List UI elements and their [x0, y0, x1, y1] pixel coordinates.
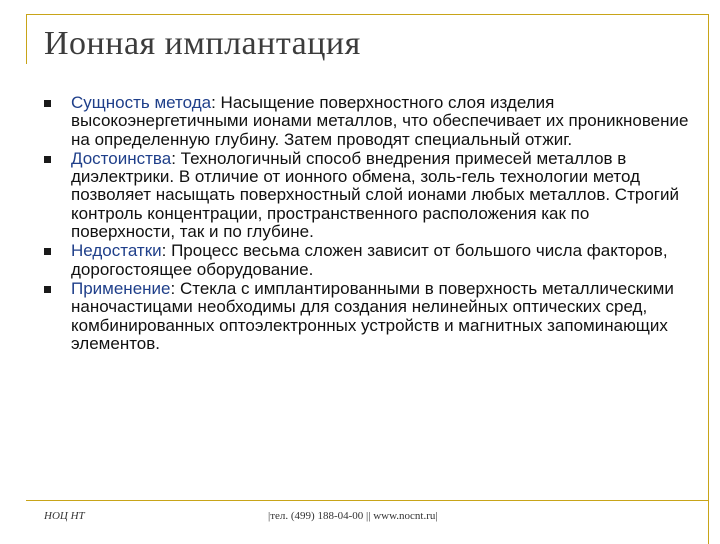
footer-org-name: НОЦ НТ [44, 510, 85, 522]
square-bullet-icon [44, 286, 51, 293]
bullet-term: Применение [71, 278, 171, 298]
bullet-term: Сущность метода [71, 93, 212, 112]
bullet-text: : Технологичный способ внедрения примесей металлов в диэлектрики. В отличие от ионного обмена, золь-гель технологии метод позволяет насыщать поверхностный слой ионами любых металлов. Строгий контроль концентрации, пространственного расположения как по поверхности, так и по глубине. [71, 148, 679, 242]
square-bullet-icon [44, 248, 51, 255]
bullet-text: : Процесс весьма сложен зависит от большого числа факторов, дорогостоящее оборудование. [71, 241, 668, 279]
bullet-item-essence [40, 94, 690, 149]
square-bullet-icon [44, 100, 51, 107]
bullet-item-advantages [40, 150, 690, 241]
frame-bottom-line [26, 500, 709, 501]
bullet-text: : Насыщение поверхностного слоя изделия высокоэнергетичными ионами металлов, что обеспечивает их проникновение на определенную глубину. Затем проводят специальный отжиг. [71, 93, 689, 149]
footer-contact-info: |тел. (499) 188-04-00 || www.nocnt.ru| [268, 510, 438, 522]
bullet-item-application [40, 280, 690, 353]
slide-title: Ионная имплантация [44, 25, 361, 62]
bullet-term: Недостатки [71, 241, 162, 261]
frame-right-line [708, 14, 709, 544]
bullet-text: : Стекла с имплантированными в поверхность металлическими наночастицами необходимы для создания нелинейных оптических сред, комбинированных оптоэлектронных устройств и магнитных запоминающих элементов. [71, 278, 674, 353]
bullet-term: Достоинства [71, 148, 172, 168]
frame-top-line [26, 14, 709, 15]
square-bullet-icon [44, 156, 51, 163]
bullet-item-disadvantages [40, 242, 690, 279]
frame-left-line [26, 14, 27, 64]
bullet-list [40, 94, 690, 354]
